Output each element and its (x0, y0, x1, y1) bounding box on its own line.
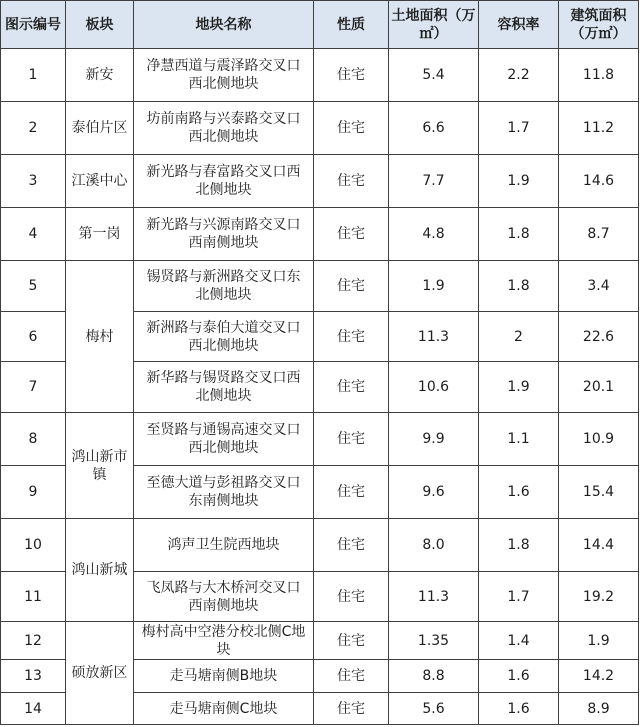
header-far: 容积率 (479, 1, 559, 49)
cell-no: 1 (1, 49, 66, 102)
cell-name: 走马塘南侧B地块 (134, 660, 314, 693)
cell-use: 住宅 (314, 572, 389, 622)
cell-district: 硕放新区 (66, 622, 134, 725)
cell-name: 走马塘南侧C地块 (134, 693, 314, 725)
cell-use: 住宅 (314, 466, 389, 519)
cell-land-area: 9.9 (389, 413, 479, 466)
cell-use: 住宅 (314, 660, 389, 693)
cell-land-area: 6.6 (389, 102, 479, 155)
cell-floor-area: 19.2 (559, 572, 639, 622)
cell-district: 梅村 (66, 261, 134, 413)
table-row (1, 261, 639, 312)
cell-land-area: 5.6 (389, 693, 479, 725)
cell-no: 8 (1, 413, 66, 466)
cell-floor-area: 15.4 (559, 466, 639, 519)
cell-use: 住宅 (314, 362, 389, 413)
cell-name: 鸿声卫生院西地块 (134, 519, 314, 572)
table-row (1, 208, 639, 261)
cell-no: 10 (1, 519, 66, 572)
cell-land-area: 11.3 (389, 572, 479, 622)
table-row (1, 413, 639, 466)
cell-floor-area: 14.2 (559, 660, 639, 693)
header-row (1, 1, 639, 49)
header-district: 板块 (66, 1, 134, 49)
cell-no: 13 (1, 660, 66, 693)
header-name: 地块名称 (134, 1, 314, 49)
cell-use: 住宅 (314, 622, 389, 660)
cell-land-area: 8.0 (389, 519, 479, 572)
cell-use: 住宅 (314, 413, 389, 466)
cell-no: 5 (1, 261, 66, 312)
cell-far: 1.8 (479, 261, 559, 312)
cell-far: 2.2 (479, 49, 559, 102)
cell-floor-area: 1.9 (559, 622, 639, 660)
cell-no: 9 (1, 466, 66, 519)
cell-land-area: 1.35 (389, 622, 479, 660)
cell-land-area: 10.6 (389, 362, 479, 413)
cell-floor-area: 10.9 (559, 413, 639, 466)
cell-use: 住宅 (314, 208, 389, 261)
cell-far: 1.1 (479, 413, 559, 466)
cell-far: 1.8 (479, 519, 559, 572)
cell-name: 新光路与春富路交叉口西北侧地块 (134, 155, 314, 208)
cell-use: 住宅 (314, 49, 389, 102)
cell-no: 7 (1, 362, 66, 413)
cell-far: 1.7 (479, 102, 559, 155)
cell-land-area: 4.8 (389, 208, 479, 261)
cell-far: 1.8 (479, 208, 559, 261)
cell-floor-area: 14.6 (559, 155, 639, 208)
cell-district: 新安 (66, 49, 134, 102)
cell-floor-area: 22.6 (559, 312, 639, 362)
cell-use: 住宅 (314, 155, 389, 208)
header-floor-area: 建筑面积（万㎡） (559, 1, 639, 49)
cell-name: 坊前南路与兴泰路交叉口西北侧地块 (134, 102, 314, 155)
cell-use: 住宅 (314, 261, 389, 312)
cell-no: 14 (1, 693, 66, 725)
cell-far: 2 (479, 312, 559, 362)
cell-land-area: 7.7 (389, 155, 479, 208)
cell-land-area: 1.9 (389, 261, 479, 312)
cell-no: 12 (1, 622, 66, 660)
cell-district: 泰伯片区 (66, 102, 134, 155)
cell-district: 鸿山新市镇 (66, 413, 134, 519)
cell-name: 至贤路与通锡高速交叉口西北侧地块 (134, 413, 314, 466)
cell-no: 6 (1, 312, 66, 362)
cell-land-area: 8.8 (389, 660, 479, 693)
cell-no: 4 (1, 208, 66, 261)
header-land-area: 土地面积（万㎡） (389, 1, 479, 49)
cell-name: 新洲路与泰伯大道交叉口西北侧地块 (134, 312, 314, 362)
cell-far: 1.7 (479, 572, 559, 622)
cell-name: 至德大道与彭祖路交叉口东南侧地块 (134, 466, 314, 519)
cell-name: 梅村高中空港分校北侧C地块 (134, 622, 314, 660)
cell-far: 1.6 (479, 466, 559, 519)
table-row (1, 519, 639, 572)
header-use: 性质 (314, 1, 389, 49)
cell-no: 3 (1, 155, 66, 208)
cell-far: 1.9 (479, 155, 559, 208)
cell-far: 1.6 (479, 693, 559, 725)
cell-floor-area: 14.4 (559, 519, 639, 572)
cell-floor-area: 8.7 (559, 208, 639, 261)
cell-name: 新光路与兴源南路交叉口西南侧地块 (134, 208, 314, 261)
cell-far: 1.4 (479, 622, 559, 660)
cell-far: 1.9 (479, 362, 559, 413)
cell-use: 住宅 (314, 312, 389, 362)
cell-name: 新华路与锡贤路交叉口西北侧地块 (134, 362, 314, 413)
cell-use: 住宅 (314, 693, 389, 725)
cell-use: 住宅 (314, 519, 389, 572)
cell-floor-area: 11.8 (559, 49, 639, 102)
cell-no: 11 (1, 572, 66, 622)
cell-use: 住宅 (314, 102, 389, 155)
cell-land-area: 5.4 (389, 49, 479, 102)
cell-far: 1.6 (479, 660, 559, 693)
table-row (1, 102, 639, 155)
cell-name: 锡贤路与新洲路交叉口东北侧地块 (134, 261, 314, 312)
cell-no: 2 (1, 102, 66, 155)
cell-district: 第一岗 (66, 208, 134, 261)
table-row (1, 622, 639, 660)
cell-district: 鸿山新城 (66, 519, 134, 622)
cell-floor-area: 8.9 (559, 693, 639, 725)
cell-name: 净慧西道与震泽路交叉口西北侧地块 (134, 49, 314, 102)
table-row (1, 49, 639, 102)
table-row (1, 155, 639, 208)
cell-floor-area: 20.1 (559, 362, 639, 413)
header-no: 图示编号 (1, 1, 66, 49)
cell-land-area: 9.6 (389, 466, 479, 519)
cell-district: 江溪中心 (66, 155, 134, 208)
cell-floor-area: 3.4 (559, 261, 639, 312)
cell-name: 飞凤路与大木桥河交叉口西南侧地块 (134, 572, 314, 622)
cell-floor-area: 11.2 (559, 102, 639, 155)
cell-land-area: 11.3 (389, 312, 479, 362)
